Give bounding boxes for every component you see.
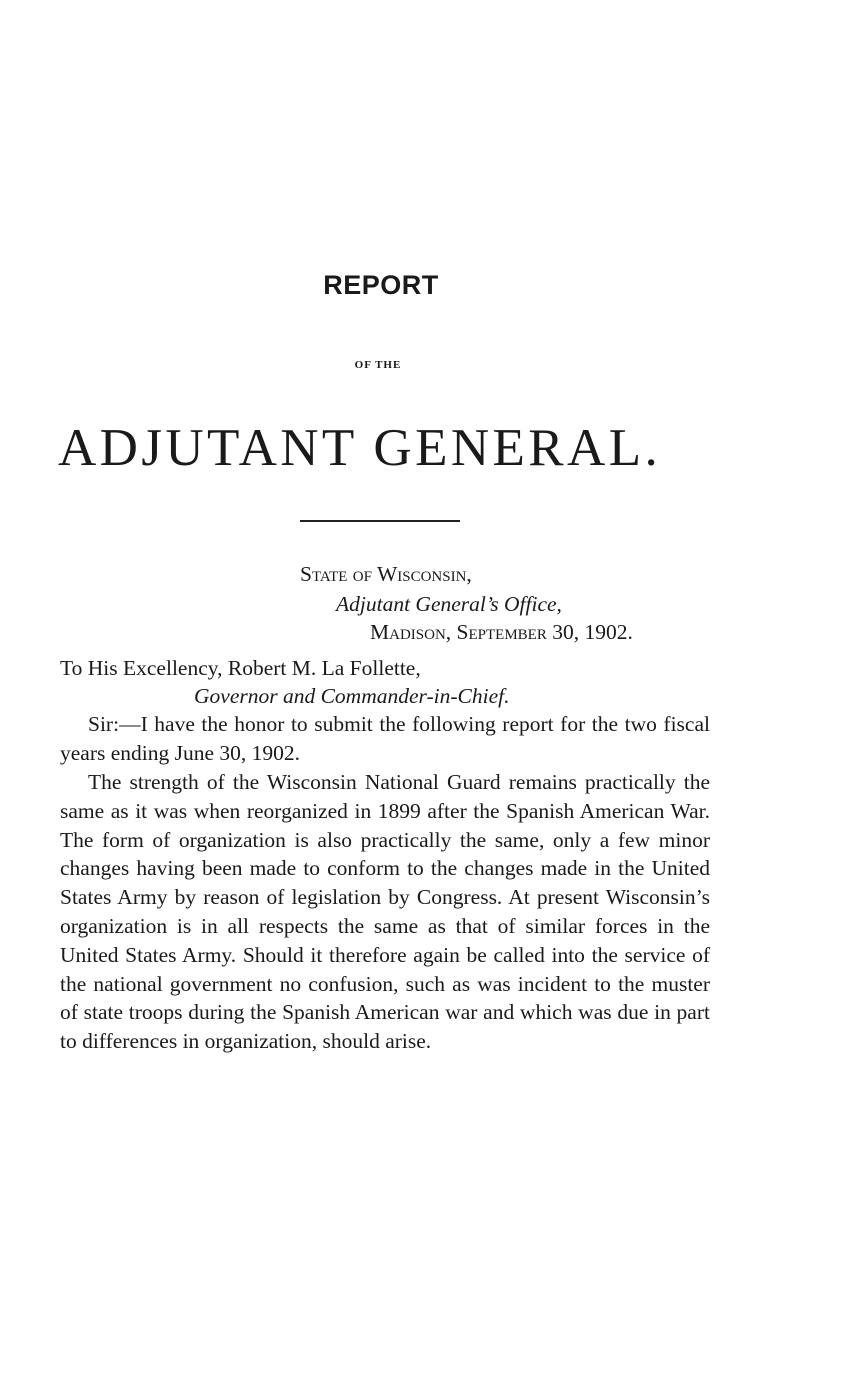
salutation-to: To His Excellency, Robert M. La Follette, <box>60 656 421 680</box>
salutation-role: Governor and Commander-in-Chief. <box>194 684 510 708</box>
address-place-date: Madison, September 30, 1902. <box>370 620 633 644</box>
report-subtitle: ADJUTANT GENERAL. <box>58 419 662 477</box>
body-paragraph-2: The strength of the Wisconsin National Guard remains practically the same as it was when reorganized in 1899 after the Spanish American War. The form of organization is also practically the same, only a few minor changes having been made to conform to the changes made in the United States Army by reason of legislation by Congress. At present Wisconsin’s organization is in all respects the same as that of similar forces in the United States Army. Should it therefore again be called into the service of the national government no confusion, such as was incident to the muster of state troops during the Spanish American war and which was due in part to differences in organization, should arise. <box>60 770 710 1054</box>
title-divider <box>300 520 460 522</box>
report-of-the: OF THE <box>354 359 402 371</box>
address-state: State of Wisconsin, <box>300 562 472 586</box>
report-title: REPORT <box>323 270 439 300</box>
address-office: Adjutant General’s Office, <box>336 592 562 616</box>
body-paragraph-1: Sir:—I have the honor to submit the following report for the two fiscal years ending June 30, 1902. <box>60 712 710 765</box>
